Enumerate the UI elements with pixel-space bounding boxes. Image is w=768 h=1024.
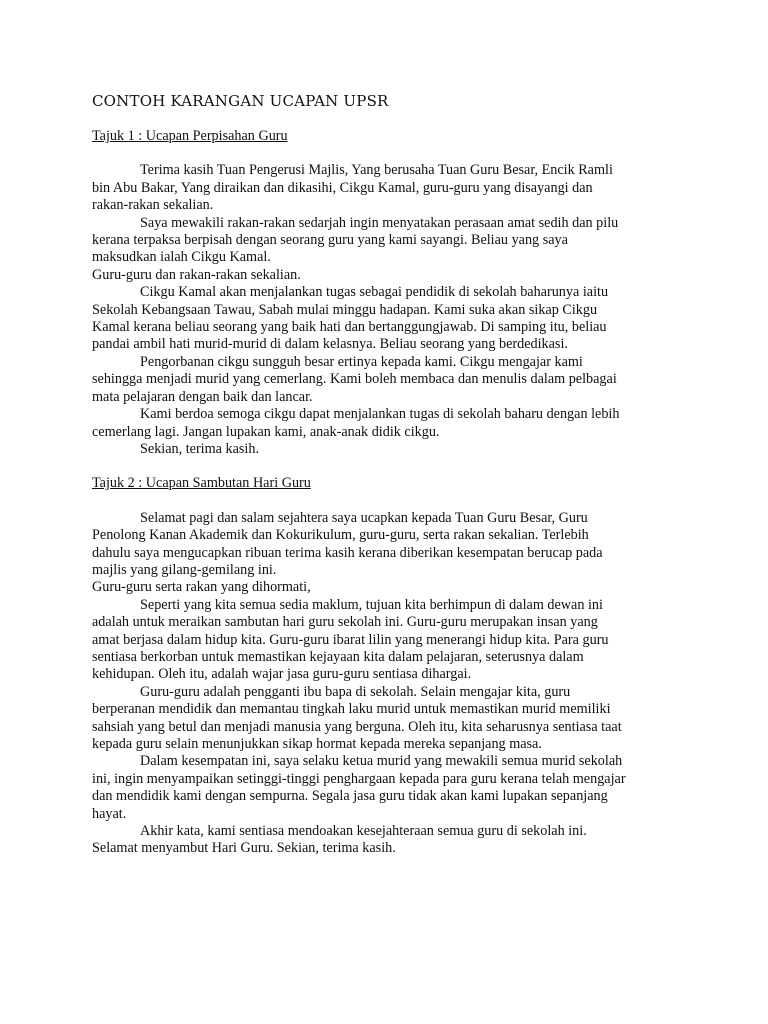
text-line: Sekian, terima kasih. bbox=[140, 440, 259, 457]
text-line: dan mendidik kami dengan sempurna. Segala jasa guru tidak akan kami lupakan sepanjang bbox=[92, 788, 608, 805]
section-heading: Tajuk 2 : Ucapan Sambutan Hari Guru bbox=[92, 475, 311, 492]
text-line: Kami berdoa semoga cikgu dapat menjalankan tugas di sekolah baharu dengan lebih bbox=[140, 406, 620, 423]
text-line: bin Abu Bakar, Yang diraikan dan dikasihi, Cikgu Kamal, guru-guru yang disayangi dan bbox=[92, 179, 593, 196]
text-line: sentiasa berkorban untuk memastikan kejayaan kita dalam pelajaran, seterusnya dalam bbox=[92, 648, 584, 665]
text-line: kepada guru selain menunjukkan sikap hormat kepada mereka sepanjang masa. bbox=[92, 736, 542, 752]
section-body bbox=[92, 510, 682, 858]
section-body bbox=[92, 162, 682, 458]
text-line: Akhir kata, kami sentiasa mendoakan kesejahteraan semua guru di sekolah ini. bbox=[140, 823, 587, 840]
text-line: kerana terpaksa berpisah dengan seorang guru yang kami sayangi. Beliau yang saya bbox=[92, 232, 568, 249]
document-title: CONTOH KARANGAN UCAPAN UPSR bbox=[92, 92, 389, 110]
document-sections bbox=[92, 128, 682, 858]
text-line: sahsiah yang betul dan menjadi manusia yang berguna. Oleh itu, kita seharusnya sentiasa taat bbox=[92, 718, 622, 735]
text-line: majlis yang gilang-gemilang ini. bbox=[92, 561, 277, 578]
text-line: cemerlang lagi. Jangan lupakan kami, anak-anak didik cikgu. bbox=[92, 423, 440, 440]
text-line: Cikgu Kamal akan menjalankan tugas sebagai pendidik di sekolah baharunya iaitu bbox=[140, 284, 609, 301]
text-line: Selamat menyambut Hari Guru. Sekian, terima kasih. bbox=[92, 840, 396, 857]
text-line: Dalam kesempatan ini, saya selaku ketua murid yang mewakili semua murid sekolah bbox=[140, 753, 623, 770]
text-line: Guru-guru adalah pengganti ibu bapa di sekolah. Selain mengajar kita, guru bbox=[140, 683, 571, 700]
text-line: Selamat pagi dan salam sejahtera saya ucapkan kepada Tuan Guru Besar, Guru bbox=[140, 509, 588, 526]
text-line: mata pelajaran dengan baik dan lancar. bbox=[92, 388, 313, 405]
text-line: adalah untuk meraikan sambutan hari guru sekolah ini. Guru-guru merupakan insan yang bbox=[92, 614, 598, 631]
text-line: maksudkan ialah Cikgu Kamal. bbox=[92, 249, 271, 266]
text-line: berperanan mendidik dan memantau tingkah laku murid untuk memastikan murid memiliki bbox=[92, 701, 611, 718]
text-line: sehingga menjadi murid yang cemerlang. Kami boleh membaca dan menulis dalam pelbagai bbox=[92, 371, 617, 388]
text-line: Pengorbanan cikgu sungguh besar ertinya kepada kami. Cikgu mengajar kami bbox=[140, 353, 583, 370]
text-line: Penolong Kanan Akademik dan Kokurikulum, guru-guru, serta rakan sekalian. Terlebih bbox=[92, 527, 589, 544]
text-line: pandai ambil hati murid-murid di dalam kelasnya. Beliau seorang yang berdedikasi. bbox=[92, 336, 568, 353]
text-line: Sekolah Kebangsaan Tawau, Sabah mulai minggu hadapan. Kami suka akan sikap Cikgu bbox=[92, 301, 598, 318]
section-heading: Tajuk 1 : Ucapan Perpisahan Guru bbox=[92, 128, 288, 144]
document-body bbox=[92, 92, 682, 875]
text-line: Terima kasih Tuan Pengerusi Majlis, Yang berusaha Tuan Guru Besar, Encik Ramli bbox=[140, 162, 613, 179]
text-line: hayat. bbox=[92, 805, 127, 822]
text-line: Guru-guru dan rakan-rakan sekalian. bbox=[92, 266, 301, 283]
text-line: kehidupan. Oleh itu, adalah wajar jasa guru-guru sentiasa dihargai. bbox=[92, 666, 472, 683]
text-line: amat berjasa dalam hidup kita. Guru-guru ibarat lilin yang menerangi hidup kita. Para guru bbox=[92, 631, 609, 648]
text-line: Saya mewakili rakan-rakan sedarjah ingin menyatakan perasaan amat sedih dan pilu bbox=[140, 214, 619, 231]
text-line: Kamal kerana beliau seorang yang baik hati dan bertanggungjawab. Di samping itu, beliau bbox=[92, 319, 607, 336]
text-line: Seperti yang kita semua sedia maklum, tujuan kita berhimpun di dalam dewan ini bbox=[140, 596, 603, 613]
text-line: Guru-guru serta rakan yang dihormati, bbox=[92, 579, 311, 596]
text-line: dahulu saya mengucapkan ribuan terima kasih kerana diberikan kesempatan berucap pada bbox=[92, 544, 603, 561]
text-line: rakan-rakan sekalian. bbox=[92, 197, 214, 214]
text-line: ini, ingin menyampaikan setinggi-tinggi penghargaan kepada para guru kerana telah mengajar bbox=[92, 770, 626, 787]
